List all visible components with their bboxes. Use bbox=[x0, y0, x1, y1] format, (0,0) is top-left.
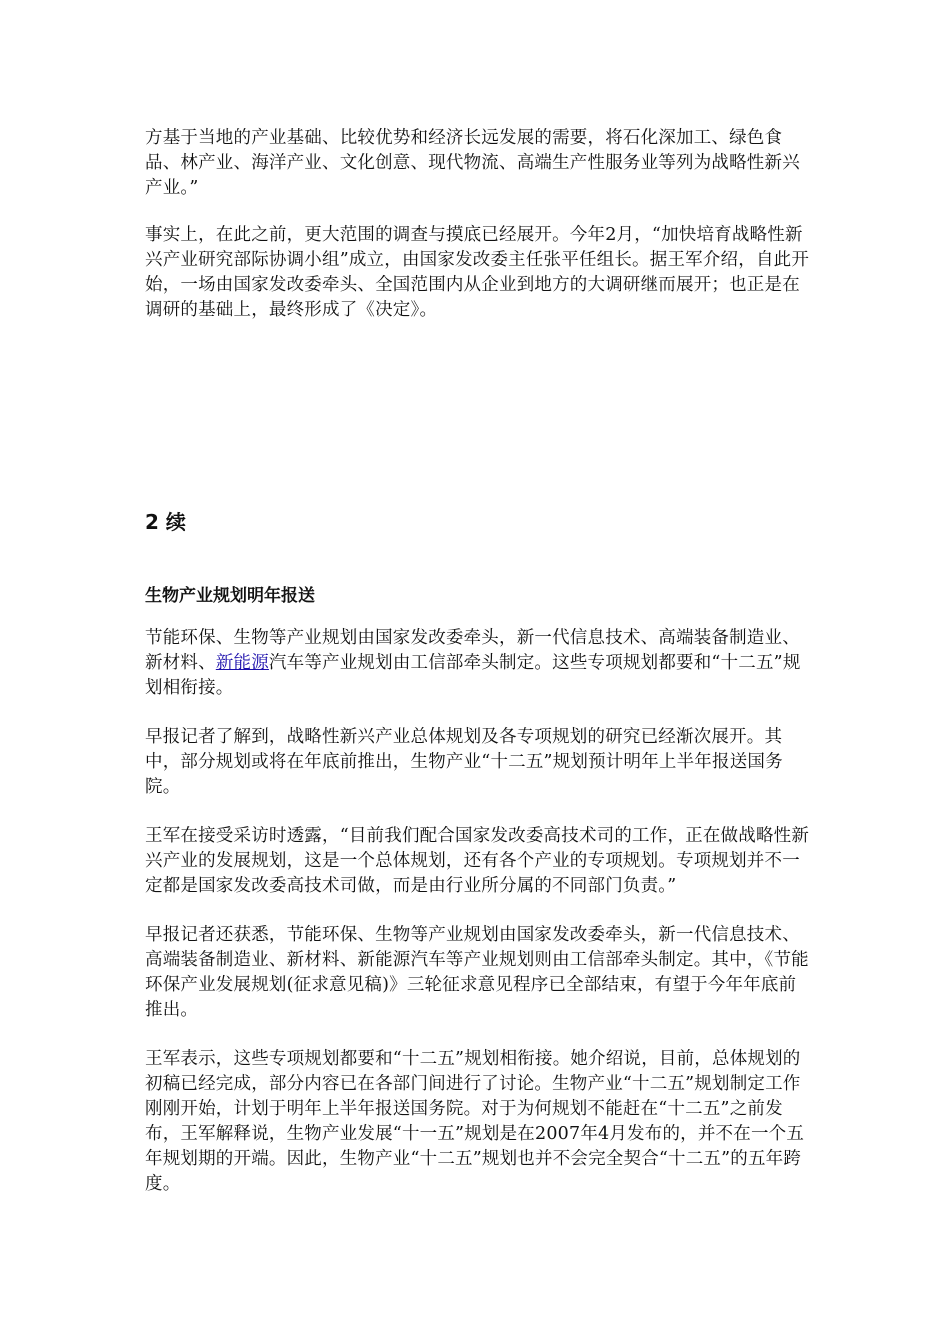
body-paragraph-4: 早报记者还获悉，节能环保、生物等产业规划由国家发改委牵头，新一代信息技术、高端装备制造业、新材料、新能源汽车等产业规划则由工信部牵头制定。其中，《节能环保产业发展规划(征求意见稿)》三轮征求意见程序已全部结束，有望于今年年底前推出。 bbox=[145, 925, 809, 1020]
document-page bbox=[145, 126, 810, 1194]
body-paragraph-1-end: 汽车等产业规划由工信部牵头制定。这些专项规划都要和“十二五”规划相衔接。 bbox=[145, 653, 801, 698]
body-paragraph-2: 早报记者了解到，战略性新兴产业总体规划及各专项规划的研究已经渐次展开。其中，部分规划或将在年底前推出，生物产业“十二五”规划预计明年上半年报送国务院。 bbox=[145, 727, 783, 797]
intro-paragraph-1: 方基于当地的产业基础、比较优势和经济长远发展的需要，将石化深加工、绿色食品、林产业、海洋产业、文化创意、现代物流、高端生产性服务业等列为战略性新兴产业。” bbox=[145, 128, 800, 198]
intro-paragraph-2: 事实上，在此之前，更大范围的调查与摸底已经展开。今年2月，“加快培育战略性新兴产业研究部际协调小组”成立，由国家发改委主任张平任组长。据王军介绍，自此开始，一场由国家发改委牵头、全国范围内从企业到地方的大调研继而展开；也正是在调研的基础上，最终形成了《决定》。 bbox=[145, 225, 810, 320]
section-body bbox=[145, 626, 810, 1221]
body-paragraph-1-start: 节能环保、生物等产业规划由国家发改委牵头，新一代信息技术、高端装备制造业、新材料、 bbox=[145, 628, 800, 673]
new-energy-link[interactable]: 新能源 bbox=[215, 653, 269, 673]
body-paragraph-3: 王军在接受采访时透露，“目前我们配合国家发改委高技术司的工作，正在做战略性新兴产业的发展规划，这是一个总体规划，还有各个产业的专项规划。专项规划并不一定都是国家发改委高技术司做，而是由行业所分属的不同部门负责。” bbox=[145, 826, 810, 896]
body-paragraph-5: 王军表示，这些专项规划都要和“十二五”规划相衔接。她介绍说，目前，总体规划的初稿已经完成，部分内容已在各部门间进行了讨论。生物产业“十二五”规划制定工作刚刚开始，计划于明年上半年报送国务院。对于为何规划不能赶在“十二五”之前发布，王军解释说，生物产业发展“十一五”规划是在2007年4月发布的，并不在一个五年规划期的开端。因此，生物产业“十二五”规划也并不会完全契合“十二五”的五年跨度。 bbox=[145, 1049, 805, 1194]
section-subheading: 生物产业规划明年报送 bbox=[145, 586, 315, 606]
section-heading: 2 续 bbox=[145, 510, 186, 534]
body-paragraph-1 bbox=[145, 626, 810, 701]
